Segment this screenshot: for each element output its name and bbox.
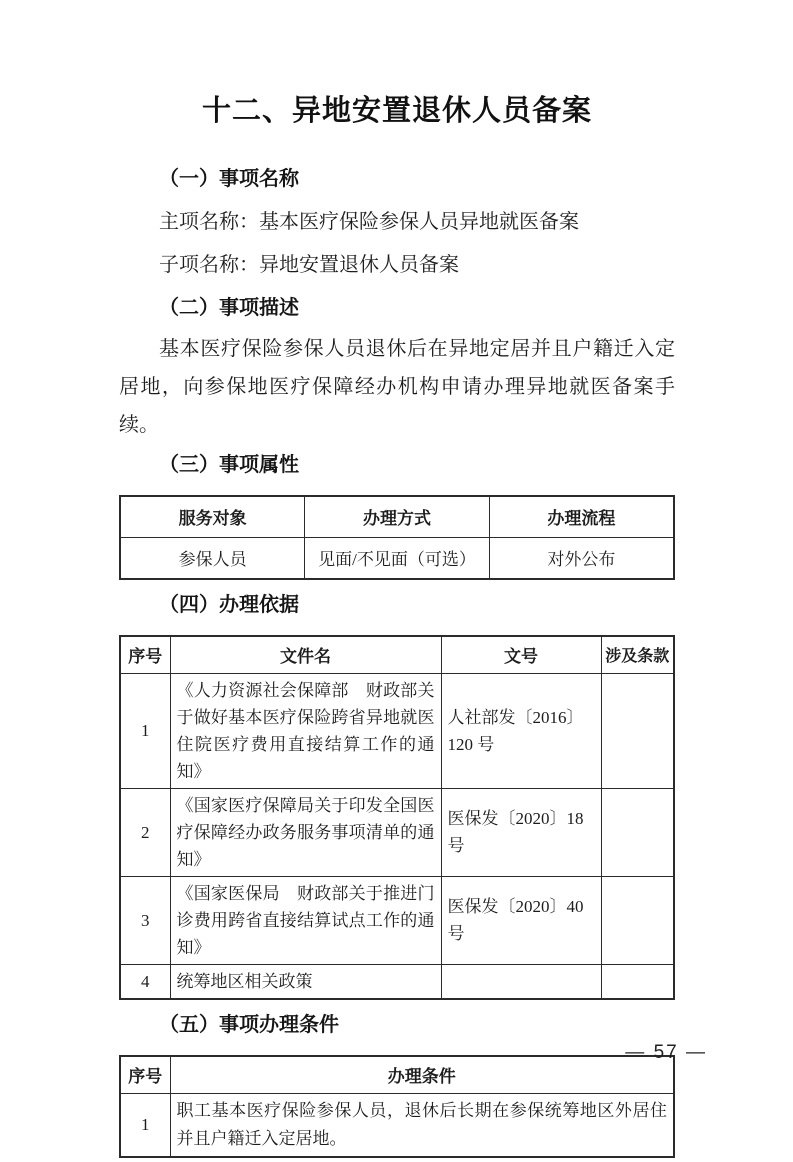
section-3-heading: （三）事项属性 <box>159 454 299 476</box>
seq-cell: 3 <box>120 876 170 964</box>
doc-name-cell: 《人力资源社会保障部 财政部关于做好基本医疗保险跨省异地就医住院医疗费用直接结算工作的通知》 <box>170 673 441 788</box>
doc-number-cell: 人社部发〔2016〕120 号 <box>441 673 601 788</box>
handling-method-cell: 见面/不见面（可选） <box>305 537 490 579</box>
handling-conditions-table <box>119 1055 675 1158</box>
seq-cell: 2 <box>120 788 170 876</box>
main-item-name-line: 主项名称：基本医疗保险参保人员异地就医备案 <box>159 211 579 233</box>
section-1-heading: （一）事项名称 <box>159 168 299 190</box>
header-handling-method: 办理方式 <box>305 496 490 537</box>
section-4-heading: （四）办理依据 <box>159 594 299 616</box>
table-row <box>120 788 674 876</box>
header-service-target: 服务对象 <box>120 496 305 537</box>
doc-name-cell: 《国家医保局 财政部关于推进门诊费用跨省直接结算试点工作的通知》 <box>170 876 441 964</box>
clauses-cell <box>601 788 674 876</box>
handling-process-cell: 对外公布 <box>489 537 674 579</box>
table-header-row <box>120 1056 674 1093</box>
header-clauses: 涉及条款 <box>601 636 674 673</box>
condition-text-cell: 职工基本医疗保险参保人员，退休后长期在参保统筹地区外居住并且户籍迁入定居地。 <box>170 1093 674 1157</box>
doc-name-cell: 《国家医疗保障局关于印发全国医疗保障经办政务服务事项清单的通知》 <box>170 788 441 876</box>
table-row <box>120 876 674 964</box>
clauses-cell <box>601 876 674 964</box>
clauses-cell <box>601 673 674 788</box>
header-condition: 办理条件 <box>170 1056 674 1093</box>
table-row <box>120 537 674 579</box>
section-2-heading: （二）事项描述 <box>159 297 299 319</box>
table-row <box>120 1093 674 1157</box>
table-row <box>120 673 674 788</box>
table-header-row <box>120 496 674 537</box>
page-content <box>119 88 675 1162</box>
header-doc-number: 文号 <box>441 636 601 673</box>
item-attributes-table <box>119 495 675 580</box>
doc-name-cell: 统筹地区相关政策 <box>170 964 441 999</box>
header-handling-process: 办理流程 <box>489 496 674 537</box>
doc-number-cell: 医保发〔2020〕40 号 <box>441 876 601 964</box>
clauses-cell <box>601 964 674 999</box>
seq-cell: 4 <box>120 964 170 999</box>
seq-cell: 1 <box>120 673 170 788</box>
page-title: 十二、异地安置退休人员备案 <box>201 95 592 127</box>
page-number: — 57 — <box>625 1042 707 1063</box>
handling-basis-table <box>119 635 675 1000</box>
sub-item-name-line: 子项名称：异地安置退休人员备案 <box>159 254 459 276</box>
service-target-cell: 参保人员 <box>120 537 305 579</box>
doc-number-cell: 医保发〔2020〕18 号 <box>441 788 601 876</box>
section-5-heading: （五）事项办理条件 <box>159 1014 339 1036</box>
seq-cell: 1 <box>120 1093 170 1157</box>
table-row <box>120 964 674 999</box>
table-header-row <box>120 636 674 673</box>
header-seq: 序号 <box>120 1056 170 1093</box>
header-seq: 序号 <box>120 636 170 673</box>
header-doc-name: 文件名 <box>170 636 441 673</box>
doc-number-cell <box>441 964 601 999</box>
item-description-paragraph: 基本医疗保险参保人员退休后在异地定居并且户籍迁入定居地，向参保地医疗保障经办机构申请办理异地就医备案手续。 <box>119 338 675 436</box>
